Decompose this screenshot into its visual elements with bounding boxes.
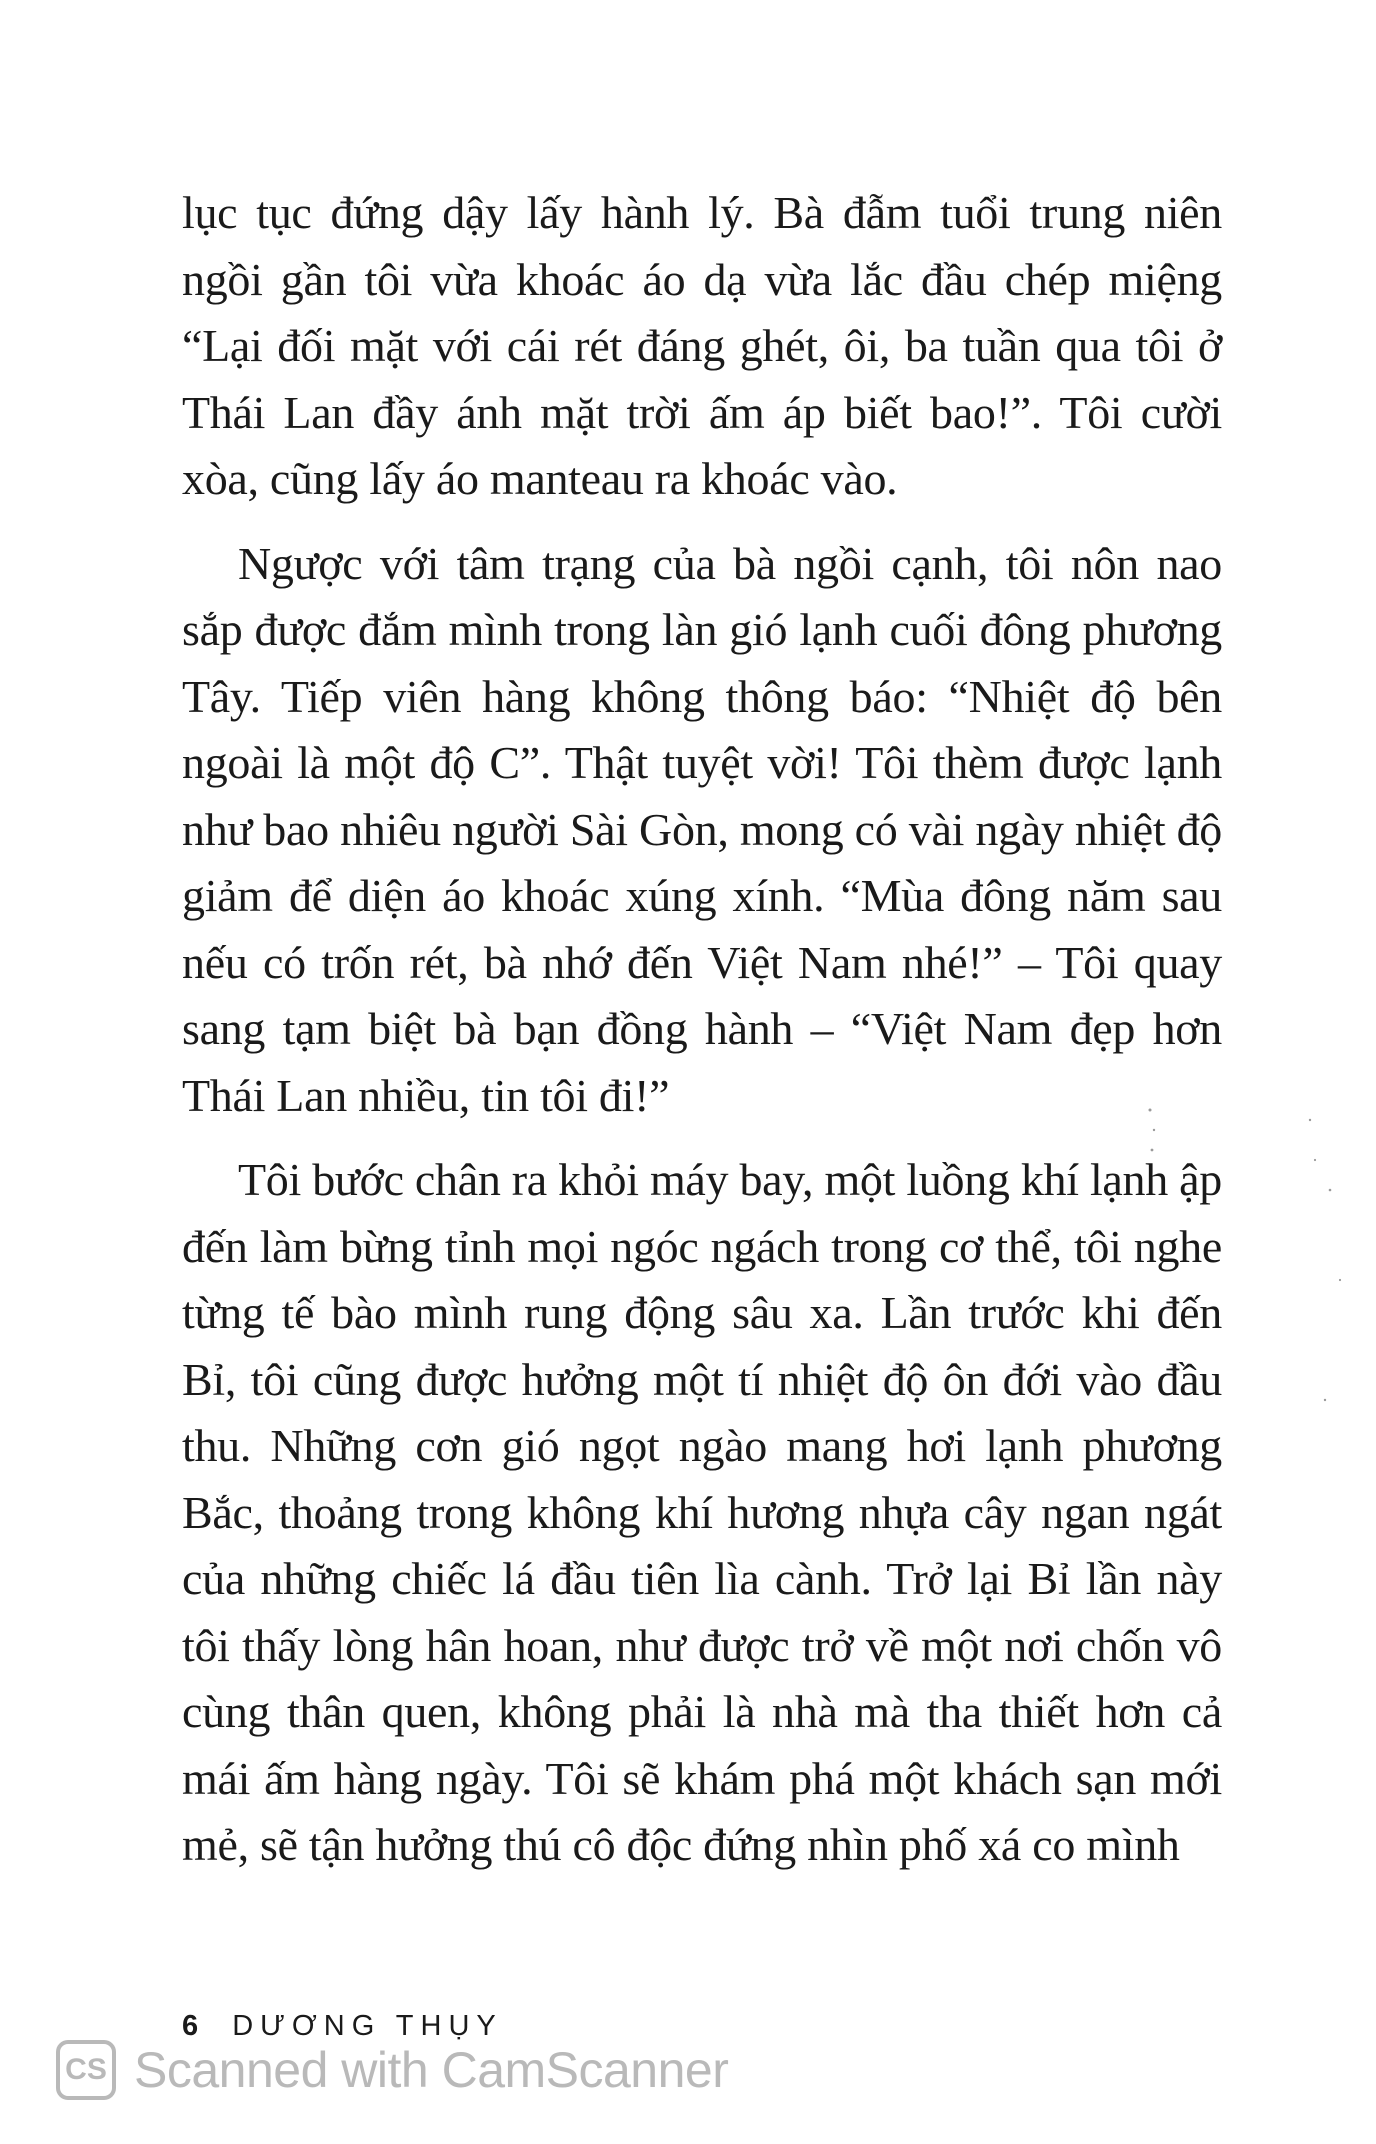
scan-specks (1140, 1100, 1360, 1440)
author-name: DƯƠNG THỤY (232, 2010, 503, 2042)
page-number: 6 (182, 2010, 206, 2042)
camscanner-watermark (56, 2040, 728, 2100)
page-footer (182, 2010, 503, 2043)
paragraph-3: Tôi bước chân ra khỏi máy bay, một luồng khí lạnh ập đến làm bừng tỉnh mọi ngóc ngách trong cơ thể, tôi nghe từng tế bào mình rung động sâu xa. Lần trước khi đến Bỉ, tôi cũng được hưởng một tí nhiệt độ ôn đới vào đầu thu. Những cơn gió ngọt ngào mang hơi lạnh phương Bắc, thoảng trong không khí hương nhựa cây ngan ngát của những chiếc lá đầu tiên lìa cành. Trở lại Bỉ lần này tôi thấy lòng hân hoan, như được trở về một nơi chốn vô cùng thân quen, không phải là nhà mà tha thiết hơn cả mái ấm hàng ngày. Tôi sẽ khám phá một khách sạn mới mẻ, sẽ tận hưởng thú cô độc đứng nhìn phố xá co mình (182, 1154, 1222, 1870)
body-text (182, 180, 1222, 1897)
camscanner-logo-icon: CS (56, 2040, 116, 2100)
paragraph-1: lục tục đứng dậy lấy hành lý. Bà đẫm tuổi trung niên ngồi gần tôi vừa khoác áo dạ vừa lắc đầu chép miệng “Lại đối mặt với cái rét đáng ghét, ôi, ba tuần qua tôi ở Thái Lan đầy ánh mặt trời ấm áp biết bao!”. Tôi cười xòa, cũng lấy áo manteau ra khoác vào. (182, 187, 1222, 504)
paragraph-2: Ngược với tâm trạng của bà ngồi cạnh, tôi nôn nao sắp được đắm mình trong làn gió lạnh cuối đông phương Tây. Tiếp viên hàng không thông báo: “Nhiệt độ bên ngoài là một độ C”. Thật tuyệt vời! Tôi thèm được lạnh như bao nhiêu người Sài Gòn, mong có vài ngày nhiệt độ giảm để diện áo khoác xúng xính. “Mùa đông năm sau nếu có trốn rét, bà nhớ đến Việt Nam nhé!” – Tôi quay sang tạm biệt bà bạn đồng hành – “Việt Nam đẹp hơn Thái Lan nhiều, tin tôi đi!” (182, 537, 1222, 1121)
watermark-text: Scanned with CamScanner (134, 2042, 729, 2098)
